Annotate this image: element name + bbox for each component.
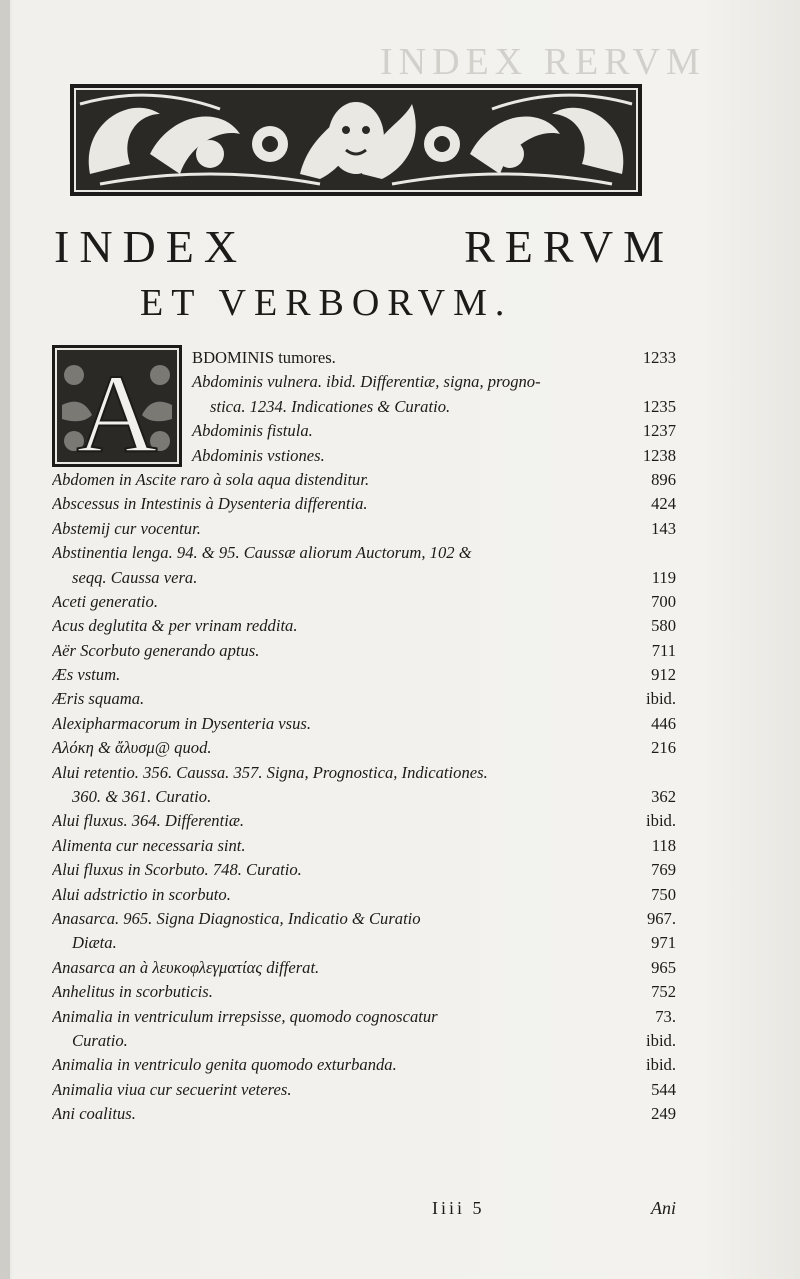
entry-page: 1237: [642, 421, 676, 441]
entry-text: Animalia viua cur secuerint veteres.: [52, 1079, 292, 1099]
entry-text: Abstemij cur vocentur.: [52, 518, 201, 538]
index-entry: [52, 614, 676, 638]
entry-text: Aër Scorbuto generando aptus.: [52, 640, 260, 660]
entry-text: Aceti generatio.: [52, 591, 158, 611]
page-footer: [52, 1198, 676, 1228]
index-entry: [52, 444, 676, 468]
index-entry: [52, 858, 676, 882]
index-entry: [52, 883, 676, 907]
entry-page: 700: [651, 591, 676, 611]
entry-text: Abdominis vulnera. ibid. Differentiæ, signa, progno-: [192, 372, 541, 392]
entry-text: seqq. Caussa vera.: [72, 567, 198, 587]
index-entry-continuation: [52, 566, 676, 590]
entry-text: Alui retentio. 356. Caussa. 357. Signa, Prognostica, Indicationes.: [52, 762, 488, 782]
entry-text: 360. & 361. Curatio.: [72, 787, 212, 807]
index-entry: [52, 346, 676, 370]
entry-page: ibid.: [646, 689, 676, 709]
index-entry: [52, 468, 676, 492]
entry-text: Acus deglutita & per vrinam reddita.: [52, 616, 298, 636]
entry-text: Ani coalitus.: [52, 1104, 136, 1124]
index-entry: [52, 834, 676, 858]
title-word-index: INDEX: [54, 220, 248, 272]
entry-text: Æris squama.: [52, 689, 145, 709]
entry-text: Anasarca an à λευκοφλεγματίας differat.: [52, 957, 320, 977]
entry-page: 752: [651, 982, 676, 1002]
entry-page: 249: [651, 1104, 676, 1124]
entry-page: 769: [651, 860, 676, 880]
entry-page: ibid.: [646, 1030, 676, 1050]
index-entry-continuation: [52, 785, 676, 809]
index-entry: [52, 370, 676, 394]
entry-page: 424: [651, 494, 676, 514]
index-title-line-2: ET VERBORVM.: [140, 282, 513, 324]
index-entry: [52, 517, 676, 541]
index-entry: [52, 761, 676, 785]
entry-text: Abstinentia lenga. 94. & 95. Caussæ aliorum Auctorum, 102 &: [52, 543, 472, 563]
entry-text: Alui fluxus. 364. Differentiæ.: [52, 811, 245, 831]
entry-page: 971: [651, 933, 676, 953]
index-entry: [52, 980, 676, 1004]
bleed-through-text: INDEX RERVM: [380, 41, 706, 83]
entry-page: 446: [651, 713, 676, 733]
entry-text: Diæta.: [72, 933, 117, 953]
index-entry: [52, 809, 676, 833]
index-entry: [52, 907, 676, 931]
entry-page: 750: [651, 884, 676, 904]
drop-cap-letter: A: [76, 352, 158, 467]
index-entry-continuation: [52, 395, 676, 419]
entry-text: Abdominis vstiones.: [192, 445, 325, 465]
entry-page: 965: [651, 957, 676, 977]
index-entries: [52, 346, 676, 1127]
catchword: Ani: [651, 1198, 676, 1218]
entry-page: 216: [651, 738, 676, 758]
entry-text: Animalia in ventriculo genita quomodo exturbanda.: [52, 1055, 397, 1075]
index-entry: [52, 687, 676, 711]
entry-page: 118: [651, 835, 676, 855]
entry-text: Anhelitus in scorbuticis.: [52, 982, 213, 1002]
entry-text: Abscessus in Intestinis à Dysenteria differentia.: [52, 494, 368, 514]
entry-page: 143: [651, 518, 676, 538]
entry-page: 1235: [642, 396, 676, 416]
entry-text: Alui adstrictio in scorbuto.: [52, 884, 231, 904]
entry-text: Abdominis fistula.: [192, 421, 313, 441]
entry-page: 896: [651, 469, 676, 489]
entry-page: 967.: [646, 908, 676, 928]
entry-text: Animalia in ventriculum irrepsisse, quomodo cognoscatur: [52, 1006, 438, 1026]
index-title-line-1: [54, 214, 674, 278]
index-entry: [52, 541, 676, 565]
page-edge-shadow: [0, 0, 10, 1279]
entry-page: 912: [651, 665, 676, 685]
entry-text: BDOMINIS tumores.: [192, 348, 336, 367]
index-entry: [52, 956, 676, 980]
index-entry-continuation: [52, 931, 676, 955]
entry-text: stica. 1234. Indicationes & Curatio.: [210, 396, 451, 416]
entry-page: 711: [651, 640, 676, 660]
index-entry: [52, 1078, 676, 1102]
entry-text: Abdomen in Ascite raro à sola aqua distenditur.: [52, 469, 370, 489]
index-entry: [52, 1005, 676, 1029]
index-entry: [52, 419, 676, 443]
index-entry: [52, 1102, 676, 1126]
index-entry-continuation: [52, 1029, 676, 1053]
index-entry: [52, 1053, 676, 1077]
index-entry: [52, 663, 676, 687]
title-word-rerum: RERVM: [464, 220, 674, 272]
entry-page: 1238: [642, 445, 676, 465]
entry-text: Alexipharmacorum in Dysenteria vsus.: [52, 713, 312, 733]
entry-page: 73.: [655, 1006, 676, 1026]
entry-page: ibid.: [646, 811, 676, 831]
index-entry: [52, 736, 676, 760]
entry-page: ibid.: [646, 1055, 676, 1075]
signature-mark: Iiii 5: [432, 1198, 485, 1218]
entry-page: 544: [651, 1079, 676, 1099]
entry-page: 1233: [642, 348, 676, 367]
entry-text: Anasarca. 965. Signa Diagnostica, Indicatio & Curatio: [52, 908, 421, 928]
entry-page: 362: [651, 787, 676, 807]
index-entry: [52, 492, 676, 516]
entry-text: Curatio.: [72, 1030, 128, 1050]
entry-page: 580: [651, 616, 676, 636]
headpiece-ornament: [70, 84, 642, 196]
entry-text: Æs vstum.: [52, 665, 121, 685]
index-entry: [52, 712, 676, 736]
entry-text: Alimenta cur necessaria sint.: [52, 835, 246, 855]
entry-text: Αλόκη & ἄλυσμ@ quod.: [52, 738, 212, 758]
entry-text: Alui fluxus in Scorbuto. 748. Curatio.: [52, 860, 302, 880]
entry-page: 119: [651, 567, 676, 587]
index-entry: [52, 590, 676, 614]
index-entry: [52, 639, 676, 663]
